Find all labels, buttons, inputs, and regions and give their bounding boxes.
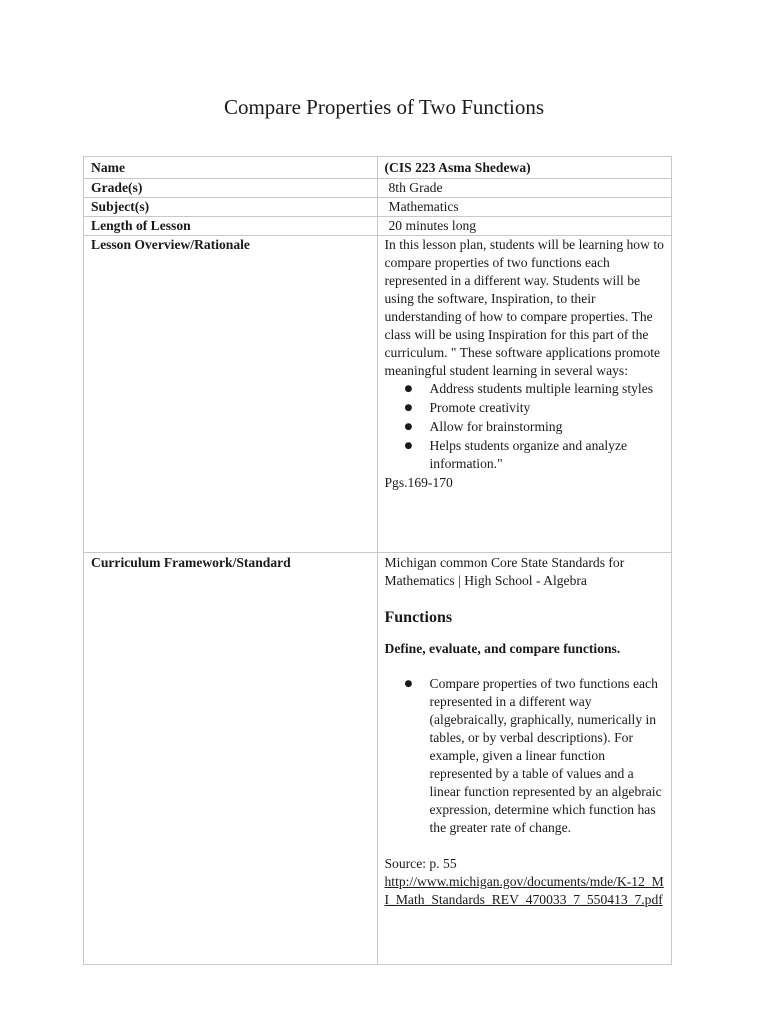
table-row-name — [84, 157, 672, 179]
row-value: Mathematics — [388, 199, 459, 214]
row-value: 20 minutes long — [388, 218, 477, 233]
standard-heading: Functions — [384, 609, 453, 626]
row-label: Lesson Overview/Rationale — [84, 236, 378, 553]
row-label: Subject(s) — [84, 198, 378, 217]
page-reference: Pgs.169-170 — [384, 475, 453, 490]
row-label: Grade(s) — [84, 179, 378, 198]
table-row-standard — [84, 553, 672, 965]
list-item: ● Compare properties of two functions each represented in a different way (algebraically, graphically, numerically in tables, or by verbal descriptions). For example, given a linear function represented by a table of values and a linear function represented by an algebraic expression, determine which function has the greater rate of change. — [430, 675, 665, 837]
table-row-grades — [84, 179, 672, 198]
row-label: Name — [84, 157, 378, 179]
source-reference: Source: p. 55 — [384, 856, 457, 871]
row-value: (CIS 223 Asma Shedewa) — [377, 157, 672, 179]
list-item: ● Address students multiple learning styles — [430, 380, 665, 398]
overview-bullet-list — [385, 380, 665, 473]
row-value: 8th Grade — [388, 180, 443, 195]
table-row-subjects — [84, 198, 672, 217]
table-row-length — [84, 217, 672, 236]
page-title: Compare Properties of Two Functions — [223, 95, 545, 119]
standards-link[interactable]: http://www.michigan.gov/documents/mde/K-12_MI_Math_Standards_REV_470033_7_550413_7.pdf — [384, 874, 664, 907]
row-label: Length of Lesson — [84, 217, 378, 236]
overview-cell — [377, 236, 672, 553]
standard-subheading: Define, evaluate, and compare functions. — [384, 641, 621, 656]
standard-intro: Michigan common Core State Standards for Mathematics | High School - Algebra — [384, 555, 625, 588]
list-item: ● Helps students organize and analyze information." — [430, 437, 665, 473]
standard-bullet-list — [385, 675, 665, 837]
overview-paragraph: In this lesson plan, students will be learning how to compare properties of two functions each represented in a different way. Students will be using the software, Inspiration, to their understanding of how to compare properties. The class will be using Inspiration for this part of the curriculum. " These software applications promote meaningful student learning in several ways: — [384, 237, 664, 378]
row-label: Curriculum Framework/Standard — [84, 553, 378, 965]
standard-cell — [377, 553, 672, 965]
lesson-plan-table — [83, 156, 672, 965]
table-row-overview — [84, 236, 672, 553]
list-item: ● Allow for brainstorming — [430, 418, 665, 436]
list-item: ● Promote creativity — [430, 399, 665, 417]
